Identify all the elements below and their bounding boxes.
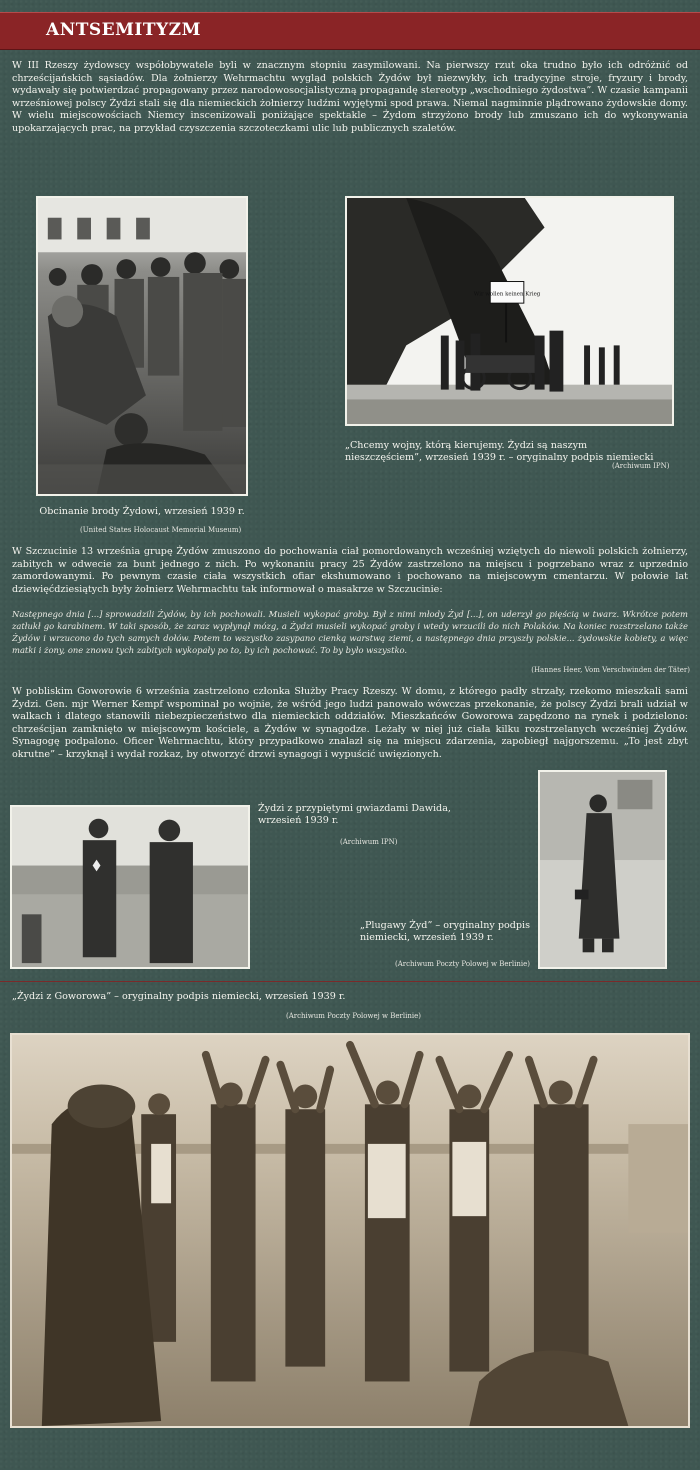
photo-goworowo-hands-up [10,1033,690,1428]
photo4-source: (Archiwum Poczty Polowej w Berlinie) [395,960,530,968]
title-bar [0,12,700,50]
photo-filthy-jew [538,770,667,969]
photo1-source: (United States Holocaust Memorial Museum) [80,526,242,534]
witness-quote: Następnego dnia [...] sprowadzili Żydów, by ich pochowali. Musieli wykopać groby. Był z nimi młody Żyd [...], on uderzył go pięścią w twarz. Wkrótce potem zatłukł go karabinem. W taki sposób, że zaraz wypłynął mózg, a Żydzi musieli wykopać groby i wtedy wrzucili do nich Polaków. Na koniec rozstrzelano także Żydów i wrzucono do tych samych dołów. Potem to wszystko zasypano cienką warstwą ziemi, a następnego dnia przyszły polskie... żydowskie kobiety, a więc matki i żony, one znowu tych zabitych wykopały po to, by ich pochować. To by było wszystko. [12,609,688,655]
intro-paragraph: W III Rzeszy żydowscy współobywatele byli w znacznym stopniu zasymilowani. Na pierwszy rzut oka trudno było ich odróżnić od chrześcijańskich sąsiadów. Dla żołnierzy Wehrmachtu wygląd polskich Żydów był niezwykły, ich tradycyjne stroje, fryzury i brody, wydawały się potwierdzać propagowany przez narodowosocjalistyczną propagandę stereotyp „wschodniego żydostwa”. W czasie kampanii wrześniowej polscy Żydzi stali się dla niemieckich żołnierzy ludźmi wyjętymi spod prawa. Niemal nagminnie plądrowano żydowskie domy. W wielu miejscowościach Niemcy inscenizowali poniżające spektakle – Żydom strzyżono brody lub zmuszano ich do wykonywania upokarzających prac, na przykład czyszczenia szczoteczkami ulic lub publicznych szaletów. [12,60,688,134]
page-title: ANTSEMITYZM [46,20,201,40]
quote-source: (Hannes Heer, Vom Verschwinden der Täter) [531,666,690,674]
photo2-source: (Archiwum IPN) [612,462,670,470]
photo5-source: (Archiwum Poczty Polowej w Berlinie) [286,1012,421,1020]
photo-beard-cutting [36,196,248,496]
photo-street-parade [345,196,674,426]
photo3-caption: Żydzi z przypiętymi gwiazdami Dawida, wrzesień 1939 r. [258,803,451,826]
photo2-caption: „Chcemy wojny, którą kierujemy. Żydzi są naszym nieszczęściem”, wrzesień 1939 r. – oryginalny podpis niemiecki [345,440,654,463]
photo4-caption: „Plugawy Żyd” – oryginalny podpis niemiecki, wrzesień 1939 r. [360,920,531,943]
photo2-sign-text: Wir wollen keinen Krieg [473,291,541,298]
szczucin-paragraph: W Szczucinie 13 września grupę Żydów zmuszono do pochowania ciał pomordowanych wcześniej wziętych do niewoli polskich żołnierzy, zabitych w odwecie za bunt jednego z nich. Po wykonaniu pracy 25 Żydów zastrzelono na miejscu i pogrzebano wraz z uprzednio zamordowanymi. Po pewnym czasie ciała wszystkich ofiar ekshumowano i pochowano na miejscowym cmentarzu. W połowie lat dziewięćdziesiątych były żołnierz Wehrmachtu tak informował o masakrze w Szczucinie: [12,546,688,595]
photo5-caption: „Żydzi z Goworowa” – oryginalny podpis niemiecki, wrzesień 1939 r. [12,991,346,1002]
goworowo-paragraph: W pobliskim Goworowie 6 września zastrzelono członka Służby Pracy Rzeszy. W domu, z którego padły strzały, rzekomo mieszkali sami Żydzi. Gen. mjr Werner Kempf wspominał po wojnie, że wśród jego ludzi panowało wówczas przekonanie, że polscy Żydzi brali udział w walkach i dlatego stanowili niebezpieczeństwo dla niemieckich oddziałów. Mieszkańców Goworowa zapędzono na rynek i podzielono: chrześcijan zamknięto w miejscowym kościele, a Żydów w synagodze. Leżały w niej już ciała kilku rozstrzelanych wcześniej Żydów. Synagogę podpalono. Oficer Wehrmachtu, który przypadkowo znalazł się na miejscu zdarzenia, zapobiegł najgorszemu. „To jest zbyt okrutne” – krzyknął i wydał rozkaz, by otworzyć drzwi synagogi i wypuścić uwięzionych. [12,686,688,760]
divider-line [0,981,700,982]
photo-stars-of-david [10,805,250,969]
photo1-caption: Obcinanie brody Żydowi, wrzesień 1939 r. [39,506,245,517]
photo3-source: (Archiwum IPN) [340,838,398,846]
